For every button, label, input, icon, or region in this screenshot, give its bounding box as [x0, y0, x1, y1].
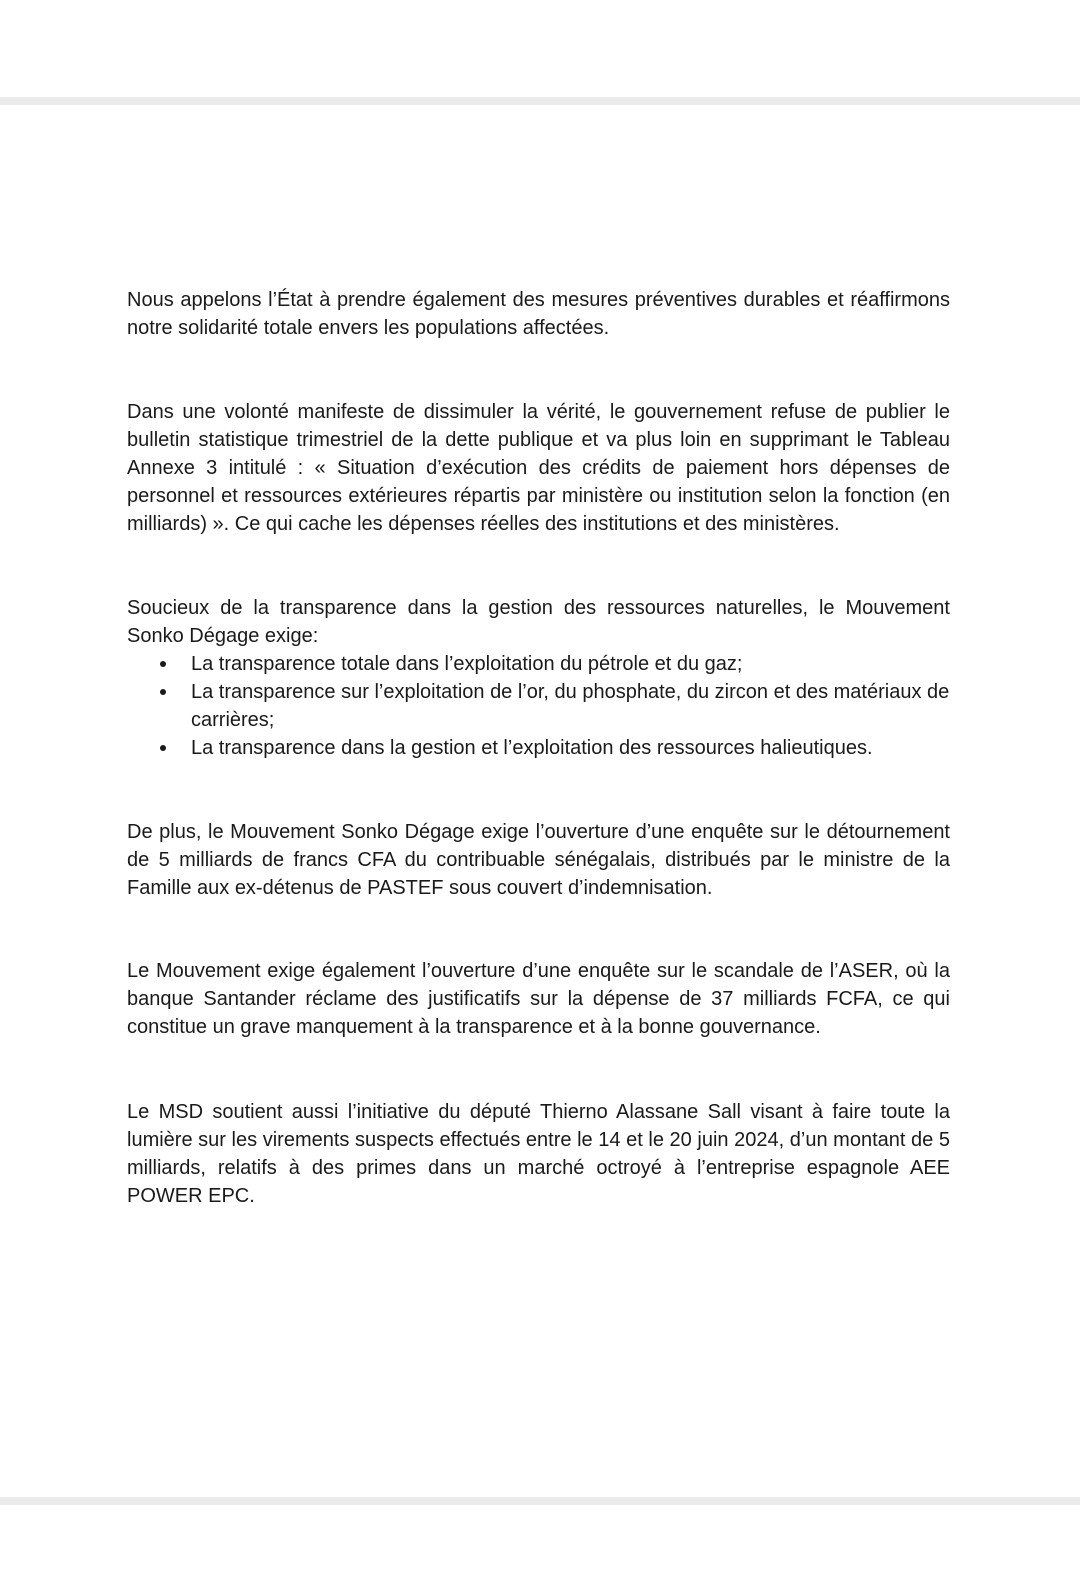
list-item	[127, 678, 950, 734]
page-bottom-divider	[0, 1497, 1080, 1505]
list-item	[127, 734, 950, 762]
document-body	[127, 286, 950, 1210]
list-item	[127, 650, 950, 678]
paragraph-msd-support: Le MSD soutient aussi l’initiative du député Thierno Alassane Sall visant à faire toute la lumière sur les virements suspects effectués entre le 14 et le 20 juin 2024, d’un montant de 5 milliards, relatifs à des primes dans un marché octroyé à l’entreprise espagnole AEE POWER EPC.	[127, 1101, 950, 1207]
paragraph-preventive-measures: Nous appelons l’État à prendre également des mesures préventives durables et réaffirmons notre solidarité totale envers les populations affectées.	[127, 289, 950, 339]
bullet-icon	[160, 745, 166, 751]
list-item-text: La transparence totale dans l’exploitation du pétrole et du gaz;	[191, 653, 743, 675]
bullet-icon	[160, 661, 166, 667]
paragraph-pastef-investigation: De plus, le Mouvement Sonko Dégage exige l’ouverture d’une enquête sur le détournement de 5 milliards de francs CFA du contribuable sénégalais, distribués par le ministre de la Famille aux ex-détenus de PASTEF sous couvert d’indemnisation.	[127, 821, 950, 899]
demands-list	[127, 650, 950, 762]
bullet-icon	[160, 689, 166, 695]
page-top-divider	[0, 97, 1080, 105]
list-item-text: La transparence sur l’exploitation de l’or, du phosphate, du zircon et des matériaux de carrières;	[191, 681, 950, 731]
list-item-text: La transparence dans la gestion et l’exploitation des ressources halieutiques.	[191, 737, 873, 759]
paragraph-natural-resources: Soucieux de la transparence dans la gestion des ressources naturelles, le Mouvement Sonko Dégage exige:	[127, 597, 950, 647]
paragraph-public-debt-bulletin: Dans une volonté manifeste de dissimuler la vérité, le gouvernement refuse de publier le bulletin statistique trimestriel de la dette publique et va plus loin en supprimant le Tableau Annexe 3 intitulé : « Situation d’exécution des crédits de paiement hors dépenses de personnel et ressources extérieures répartis par ministère ou institution selon la fonction (en milliards) ». Ce qui cache les dépenses réelles des institutions et des ministères.	[127, 401, 950, 535]
paragraph-aser-scandal: Le Mouvement exige également l’ouverture d’une enquête sur le scandale de l’ASER, où la banque Santander réclame des justificatifs sur la dépense de 37 milliards FCFA, ce qui constitue un grave manquement à la transparence et à la bonne gouvernance.	[127, 960, 950, 1038]
